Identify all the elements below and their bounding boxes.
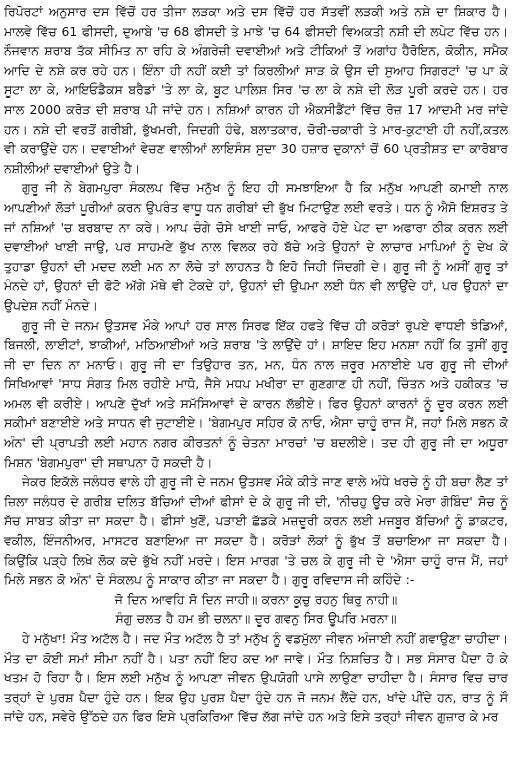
paragraph-drug-statistics: ਰਿਪੋਰਟਾਂ ਅਨੁਸਾਰ ਦਸ ਵਿੱਚੋਂ ਹਰ ਤੀਜਾ ਲੜਕਾ ਅਤੇ ਦਸ ਵਿੱਚੋਂ ਹਰ ਸੱਤਵੀਂ ਲੜਕੀ ਅਤੇ ਨਸ਼ੇ ਦਾ ਸ਼ਿਕਾਰ ਹੈ। ਮਾਲਵੇ ਵਿੱਚ 61 ਫੀਸਦੀ, ਦੁਆਬੇ 'ਚ 68 ਫੀਸਦੀ ਤੇ ਮਾਝੇ 'ਚ 64 ਫੀਸਦੀ ਵਿਅਕਤੀ ਨਸ਼ੀ ਦੀ ਲਪੇਟ ਵਿੱਚ ਹਨ। ਨੌਜਵਾਨ ਸ਼ਰਾਬ ਤੱਕ ਸੀਮਿਤ ਨਾ ਰਹਿ ਕੇ ਅੰਗਰੇਜ਼ੀ ਦਵਾਈਆਂ ਅਤੇ ਟੀਕਿਆਂ ਤੋਂ ਅਗਾਂਹ ਹੈਰੋਇਨ, ਕੋਕੀਨ, ਸਮੈਕ ਆਦਿ ਦੇ ਨਸ਼ੇ ਕਰ ਰਹੇ ਹਨ। ਇੰਨਾ ਹੀ ਨਹੀਂ ਕਈ ਤਾਂ ਕਿਰਲੀਆਂ ਸਾੜ ਕੇ ਉਸ ਦੀ ਸੁਆਹ ਸਿਗਰਟਾਂ 'ਚ ਪਾ ਕੇ ਸੂਟਾ ਲਾ ਕੇ, ਆਇਓਡੈਕਸ ਬਰੈਡਾਂ 'ਤੇ ਲਾ ਕੇ, ਬੂਟ ਪਾਲਿਸ਼ ਸਿਰ 'ਚ ਲਾ ਕੇ ਨਸ਼ੇ ਦੀ ਲੋੜ ਪੂਰੀ ਕਰਦੇ ਹਨ। ਹਰ ਸਾਲ 2000 ਕਰੋੜ ਦੀ ਸ਼ਰਾਬ ਪੀ ਜਾਂਦੇ ਹਨ। ਨਸ਼ਿਆਂ ਕਾਰਨ ਹੀ ਐਕਸੀਡੈਂਟਾਂ ਵਿੱਚ ਰੋਜ਼ 17 ਆਦਮੀ ਮਰ ਜਾਂਦੇ ਹਨ। ਨਸ਼ੇ ਦੀ ਵਰਤੋਂ ਗਰੀਬੀ, ਭੁੱਖਮਰੀ, ਜਿਦਗੀ ਹੰਢੇ, ਬਲਾਤਕਾਰ, ਚੋਰੀ-ਚਕਾਰੀ ਤੇ ਮਾਰ-ਕੁਟਾਈ ਹੀ ਨਹੀਂ,ਕਤਲ ਵੀ ਕਰਾਉਂਦੇ ਹਨ। ਦਵਾਈਆਂ ਵੇਚਣ ਵਾਲੀਆਂ ਲਾਇਸੰਸ ਸੁਦਾ 30 ਹਜ਼ਾਰ ਦੁਕਾਨਾਂ ਚੋਂ 60 ਪ੍ਰਤੀਸ਼ਤ ਦਾ ਕਾਰੋਬਾਰ ਨਸ਼ੀਲੀਆਂ ਦਵਾਈਆਂ ਉਤੇ ਹੈ। [4, 4, 508, 176]
paragraph-death-inevitable: ਹੇ ਮਨੁੱਖਾ! ਮੌਤ ਅਟੱਲ ਹੈ। ਜਦ ਮੌਤ ਅਟੱਲ ਹੈ ਤਾਂ ਮਨੁੱਖ ਨੂੰ ਵਡਮੁੱਲਾ ਜੀਵਨ ਅੰਜਾਈ ਨਹੀਂ ਗਵਾਉਣਾ ਚਾਹੀਦਾ। ਮੌਤ ਦਾ ਕੋਈ ਸਮਾਂ ਸੀਮਾ ਨਹੀਂ ਹੈ। ਪਤਾ ਨਹੀਂ ਇਹ ਕਦ ਆ ਜਾਵੇ। ਮੌਤ ਨਿਸ਼ਚਿਤ ਹੈ। ਸਭ ਸੰਸਾਰ ਪੈਦਾ ਹੋ ਕੇ ਖਤਮ ਹੋ ਰਿਹਾ ਹੈ। ਇਸ ਲਈ ਮਨੁੱਖ ਨੂੰ ਆਪਣਾ ਜੀਵਨ ਉਪਯੋਗੀ ਪਾਸੇ ਲਾਉਣਾ ਚਾਹੀਦਾ ਹੈ। ਸੰਸਾਰ ਵਿਚ ਚਾਰ ਤਰ੍ਹਾਂ ਦੇ ਪੁਰਸ਼ ਪੈਦਾ ਹੁੰਦੇ ਹਨ। ਇਕ ਉਹ ਪੁਰਸ਼ ਪੈਦਾ ਹੁੰਦੇ ਹਨ ਜੋ ਜਨਮ ਲੈਂਦੇ ਹਨ, ਖਾਂਦੇ ਪੀਂਦੇ ਹਨ, ਰਾਤ ਨੂੰ ਸੌ ਜਾਂਦੇ ਹਨ, ਸਵੇਰੇ ਉੱਠਦੇ ਹਨ ਫਿਰ ਇਸੇ ਪ੍ਰਕਿਰਿਆ ਵਿੱਚ ਲੱਗ ਜਾਂਦੇ ਹਨ ਅਤੇ ਇਸੇ ਤਰ੍ਹਾਂ ਜੀਵਨ ਗੁਜ਼ਾਰ ਕੇ ਮਰ [4, 631, 508, 725]
verse-line-1: ਜੋ ਦਿਨ ਆਵਹਿ ਸੋ ਦਿਨ ਜਾਹੀ॥ ਕਰਨਾ ਕੂਚੁ ਰਹਨੁ ਥਿਰੁ ਨਾਹੀ॥ [114, 591, 398, 607]
paragraph-begampura-teaching: ਗੁਰੂ ਜੀ ਨੇ ਬੇਗਮਪੁਰਾ ਸੰਕਲਪ ਵਿੱਚ ਮਨੁੱਖ ਨੂੰ ਇਹ ਹੀ ਸਮਝਾਇਆ ਹੈ ਕਿ ਮਨੁੱਖ ਆਪਣੀ ਕਮਾਈ ਨਾਲ ਆਪਣੀਆਂ ਲੋੜਾਂ ਪੂਰੀਆਂ ਕਰਨ ਉਪਰੰਤ ਵਾਧੂ ਧਨ ਗਰੀਬਾਂ ਦੀ ਭੁੱਖ ਮਿਟਾਉਣ ਲਈ ਵਰਤੇ। ਧਨ ਨੂੰ ਐਸੋ ਇਸ਼ਰਤ ਤੇ ਜਾਂ ਨਸ਼ਿਆਂ 'ਚ ਬਰਬਾਦ ਨਾ ਕਰੇ। ਆਪ ਚੰਗੇ ਚੋਸੇ ਖਾਈ ਜਾਓ, ਆਫਰੇ ਹੋਏ ਪੇਟ ਦਾ ਅਫਾਰਾ ਠੀਕ ਕਰਨ ਲਈ ਦਵਾਈਆਂ ਖਾਈ ਜਾਉ, ਪਰ ਸਾਹਮਣੇ ਭੁੱਖ ਨਾਲ ਵਿਲਕ ਰਹੇ ਬੱਚੇ ਅਤੇ ਉਹਨਾਂ ਦੇ ਲਾਚਾਰ ਮਾਪਿਆਂ ਨੂੰ ਦੇਖ ਕੇ ਤੁਹਾਡਾ ਉਹਨਾਂ ਦੀ ਮਦਦ ਲਈ ਮਨ ਨਾ ਲੋਚੇ ਤਾਂ ਲਾਹਨਤ ਹੈ ਇਹੋ ਜਿਹੀ ਜਿੰਦਗੀ ਦੇ। ਗੁਰੂ ਜੀ ਨੂੰ ਅਸੀਂ ਗੁਰੂ ਤਾਂ ਮੰਨਦੇ ਹਾਂ, ਉਹਨਾਂ ਦੀ ਫੋਟੋ ਅੱਗੇ ਮੱਥੇ ਵੀ ਟੇਕਦੇ ਹਾਂ, ਉਹਨਾਂ ਦੀ ਉਪਮਾ ਲਈ ਧੰਨ ਵੀ ਲਾਉਂਦੇ ਹਾਂ, ਪਰ ਉਹਨਾਂ ਦਾ ਉਪਦੇਸ਼ ਨਹੀਂ ਮੰਨਦੇ। [4, 180, 508, 313]
verse-line-2: ਸੰਗੁ ਚਲਤ ਹੈ ਹਮ ਭੀ ਚਲਨਾ॥ ਦੂਰ ਗਵਨੁ ਸਿਰ ਊਪਰਿ ਮਰਨਾ॥ [115, 611, 397, 627]
paragraph-birth-celebration: ਗੁਰੂ ਜੀ ਦੇ ਜਨਮ ਉਤਸਵ ਮੌਕੇ ਆਪਾਂ ਹਰ ਸਾਲ ਸਿਰਫ ਇੱਕ ਹਫਤੇ ਵਿੱਚ ਹੀ ਕਰੋੜਾਂ ਰੁਪਏ ਵਾਧਈ ਝੰਡਿਆਂ, ਬਿਜਲੀ, ਲਾਈਟਾਂ, ਝਾਕੀਆਂ, ਮਠਿਆਈਆਂ ਅਤੇ ਸ਼ਰਾਬ 'ਤੇ ਲਾਉਂਦੇ ਹਾਂ। ਸ਼ਾਇਦ ਇਹ ਮਨਸ਼ਾ ਨਹੀਂ ਕਿ ਤੁਸੀਂ ਗੁਰੂ ਜੀ ਦਾ ਦਿਨ ਨਾ ਮਨਾਓ। ਗੁਰੂ ਜੀ ਦਾ ਤਿਉਹਾਰ ਤਨ, ਮਨ, ਧੰਨ ਨਾਲ ਜ਼ਰੂਰ ਮਨਾਈਏ ਪਰ ਗੁਰੂ ਜੀ ਦੀਆਂ ਸਿਖਿਆਵਾਂ 'ਸਾਧ ਸੰਗਤ ਮਿਲ ਰਹੀਏ ਮਾਧੋ, ਜੈਸੇ ਮਧਪ ਮਖੀਰਾ ਦਾ ਗੁਣਗਾਣ ਹੀ ਨਹੀਂ, ਚਿੰਤਨ ਅਤੇ ਹਕੀਕਤ 'ਚ ਅਮਲ ਵੀ ਕਰੀਏ। ਆਪਣੇ ਦੁੱਖਾਂ ਅਤੇ ਸਮੱਸਿਆਵਾਂ ਦੇ ਕਾਰਨ ਲੱਭੀਏ। ਫਿਰ ਉਹਨਾਂ ਕਾਰਨਾਂ ਨੂੰ ਦੂਰ ਕਰਨ ਲਈ ਸਕੀਮਾਂ ਬਣਾਈਏ ਅਤੇ ਸਾਧਨ ਵੀ ਜੁਟਾਈਏ। 'ਬੇਗਮਪੁਰ ਸਹਿਰ ਕੋ ਨਾਓ, ਐਸਾ ਚਾਹੂੰ ਰਾਜ ਮੈਂ, ਜਹਾਂ ਮਿਲੇ ਸਭਨ ਕੋ ਅੰਨ' ਦੀ ਪ੍ਰਾਪਤੀ ਲਈ ਮਹਾਨ ਨਗਰ ਕੀਰਤਨਾਂ ਨੂੰ ਚੇਤਨਾ ਮਾਰਚਾਂ 'ਚ ਬਦਲੀਏ। ਤਦ ਹੀ ਗੁਰੂ ਜੀ ਦਾ ਅਧੂਰਾ ਮਿਸ਼ਨ 'ਬੇਗਮਪੁਰਾ' ਦੀ ਸਥਾਪਨਾ ਹੋ ਸਕਦੀ ਹੈ। [4, 317, 508, 470]
paragraph-jalandhar-expenses: ਜੇਕਰ ਇਕੱਲੇ ਜਲੰਧਰ ਵਾਲੇ ਹੀ ਗੁਰੂ ਜੀ ਦੇ ਜਨਮ ਉਤਸਵ ਮੌਕੇ ਕੀਤੇ ਜਾਣ ਵਾਲੇ ਅੰਧੇ ਖਰਚੇ ਨੂੰ ਹੀ ਬਚਾ ਲੈਣ ਤਾਂ ਜ਼ਿਲਾ ਜਲੰਧਰ ਦੇ ਗਰੀਬ ਦਲਿਤ ਬੱਚਿਆਂ ਦੀਆਂ ਫੀਸਾਂ ਦੇ ਕੇ ਗੁਰੂ ਜੀ ਦੀ, 'ਨੀਚਹੁ ਊਚ ਕਰੇ ਮੇਰਾ ਗੋਬਿੰਦ' ਸੋਚ ਨੂੰ ਸੱਚ ਸਾਬਤ ਕੀਤਾ ਜਾ ਸਕਦਾ ਹੈ। ਫੀਸਾਂ ਖੁਣੋਂ, ਪੜਾਈ ਛੱਡਕੇ ਮਜ਼ਦੂਰੀ ਕਰਨ ਲਈ ਮਜਬੂਰ ਬੱਚਿਆਂ ਨੂੰ ਡਾਕਟਰ, ਵਕੀਲ, ਇੰਜਨੀਅਰ, ਮਾਸਟਰ ਬਣਾਇਆ ਜਾ ਸਕਦਾ ਹੈ। ਕਰੋੜਾਂ ਲੋਕਾਂ ਨੂੰ ਭੁੱਖ ਤੋਂ ਬਚਾਇਆ ਜਾ ਸਕਦਾ ਹੈ। ਕਿਉਂਕਿ ਪੜ੍ਹੇ ਲਿਖੇ ਲੋਕ ਕਦੇ ਭੁੱਖੇ ਨਹੀਂ ਮਰਦੇ। ਇਸ ਮਾਰਗ 'ਤੇ ਚਲ ਕੇ ਗੁਰੂ ਜੀ ਦੇ 'ਐਸਾ ਚਾਹੂੰ ਰਾਜ ਮੈਂ, ਜਹਾਂ ਮਿਲੇ ਸਭਨ ਕੋ ਅੰਨ' ਦੇ ਸੰਕਲਪ ਨੂੰ ਸਾਕਾਰ ਕੀਤਾ ਜਾ ਸਕਦਾ ਹੈ। ਗੁਰੂ ਰਵਿਦਾਸ ਜੀ ਕਹਿੰਦੇ :- [4, 474, 508, 588]
